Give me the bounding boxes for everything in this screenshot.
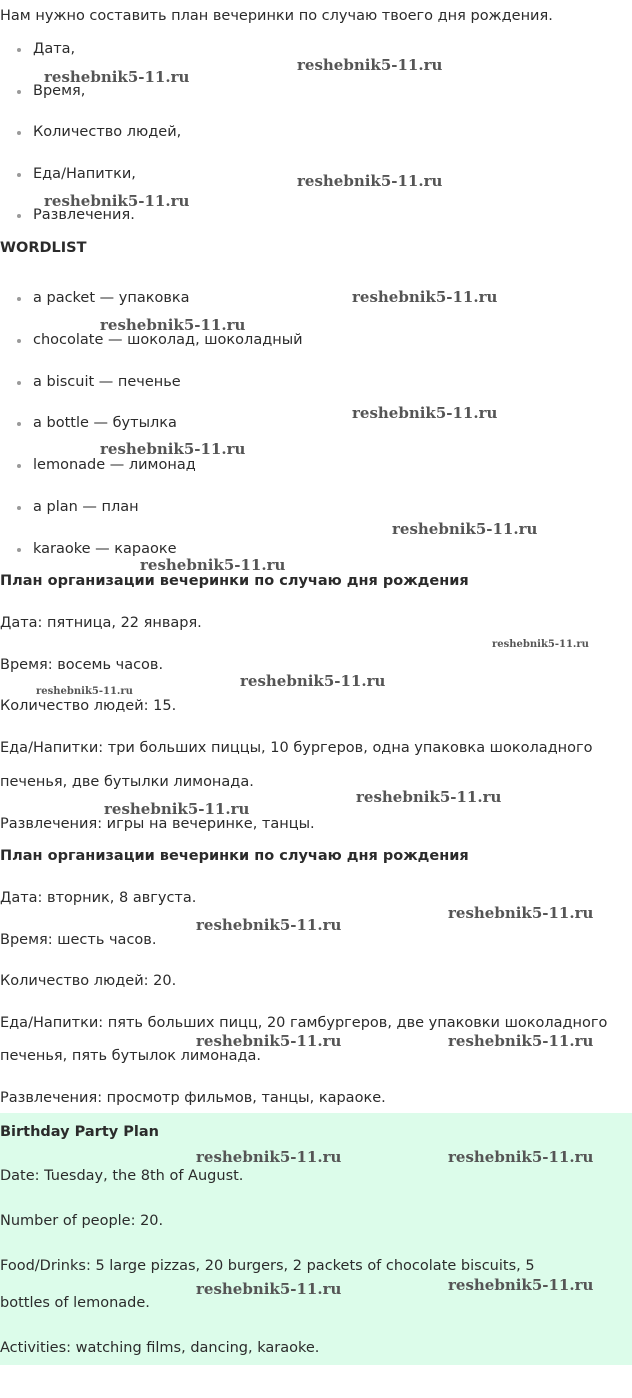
plan1-title: План организации вечеринки по случаю дня рождения (0, 573, 469, 589)
watermark: reshebnik5-11.ru (448, 1032, 594, 1050)
intro-list-item: Дата, (33, 41, 76, 57)
plan2-date: Дата: вторник, 8 августа. (0, 890, 197, 906)
wordlist-heading: WORDLIST (0, 240, 87, 256)
english-plan-food-line1: Food/Drinks: 5 large pizzas, 20 burgers, 2 packets of chocolate biscuits, 5 (0, 1258, 535, 1274)
plan1-time: Время: восемь часов. (0, 657, 164, 673)
plan1-activities: Развлечения: игры на вечеринке, танцы. (0, 816, 315, 832)
intro-list-item: Развлечения. (33, 207, 135, 223)
watermark: reshebnik5-11.ru (492, 639, 589, 650)
plan1-date: Дата: пятница, 22 января. (0, 615, 202, 631)
watermark: reshebnik5-11.ru (100, 440, 246, 458)
english-plan-activities: Activities: watching films, dancing, karaoke. (0, 1340, 320, 1356)
wordlist-item: a packet — упаковка (33, 290, 190, 306)
watermark: reshebnik5-11.ru (392, 520, 538, 538)
watermark: reshebnik5-11.ru (240, 672, 386, 690)
intro-list-item: Время, (33, 83, 86, 99)
watermark: reshebnik5-11.ru (196, 1032, 342, 1050)
plan2-food-line1: Еда/Напитки: пять больших пицц, 20 гамбургеров, две упаковки шоколадного (0, 1015, 608, 1031)
wordlist-item: a biscuit — печенье (33, 374, 181, 390)
wordlist-item: chocolate — шоколад, шоколадный (33, 332, 303, 348)
watermark: reshebnik5-11.ru (297, 56, 443, 74)
watermark: reshebnik5-11.ru (297, 172, 443, 190)
english-plan-title: Birthday Party Plan (0, 1124, 159, 1140)
wordlist-item: a bottle — бутылка (33, 415, 177, 431)
wordlist-item: a plan — план (33, 499, 139, 515)
watermark: reshebnik5-11.ru (352, 404, 498, 422)
watermark: reshebnik5-11.ru (44, 192, 190, 210)
plan1-people: Количество людей: 15. (0, 698, 177, 714)
watermark: reshebnik5-11.ru (196, 1148, 342, 1166)
plan1-food-line2: печенья, две бутылки лимонада. (0, 774, 254, 790)
plan1-food-line1: Еда/Напитки: три больших пиццы, 10 бургеров, одна упаковка шоколадного (0, 740, 593, 756)
english-plan-food-line2: bottles of lemonade. (0, 1295, 150, 1311)
plan2-activities: Развлечения: просмотр фильмов, танцы, караоке. (0, 1090, 386, 1106)
watermark: reshebnik5-11.ru (140, 556, 286, 574)
watermark: reshebnik5-11.ru (448, 1148, 594, 1166)
watermark: reshebnik5-11.ru (36, 686, 133, 697)
plan2-time: Время: шесть часов. (0, 932, 157, 948)
watermark: reshebnik5-11.ru (196, 1280, 342, 1298)
plan2-food-line2: печенья, пять бутылок лимонада. (0, 1048, 261, 1064)
watermark: reshebnik5-11.ru (448, 904, 594, 922)
wordlist-item: lemonade — лимонад (33, 457, 196, 473)
intro-text: Нам нужно составить план вечеринки по случаю твоего дня рождения. (0, 8, 553, 24)
watermark: reshebnik5-11.ru (44, 68, 190, 86)
watermark: reshebnik5-11.ru (448, 1276, 594, 1294)
watermark: reshebnik5-11.ru (196, 916, 342, 934)
english-plan-people: Number of people: 20. (0, 1213, 164, 1229)
intro-list-item: Количество людей, (33, 124, 182, 140)
watermark: reshebnik5-11.ru (104, 800, 250, 818)
watermark: reshebnik5-11.ru (100, 316, 246, 334)
watermark: reshebnik5-11.ru (352, 288, 498, 306)
intro-list-item: Еда/Напитки, (33, 166, 136, 182)
plan2-title: План организации вечеринки по случаю дня рождения (0, 848, 469, 864)
watermark: reshebnik5-11.ru (356, 788, 502, 806)
wordlist-item: karaoke — караоке (33, 541, 177, 557)
english-plan-date: Date: Tuesday, the 8th of August. (0, 1168, 244, 1184)
plan2-people: Количество людей: 20. (0, 973, 177, 989)
